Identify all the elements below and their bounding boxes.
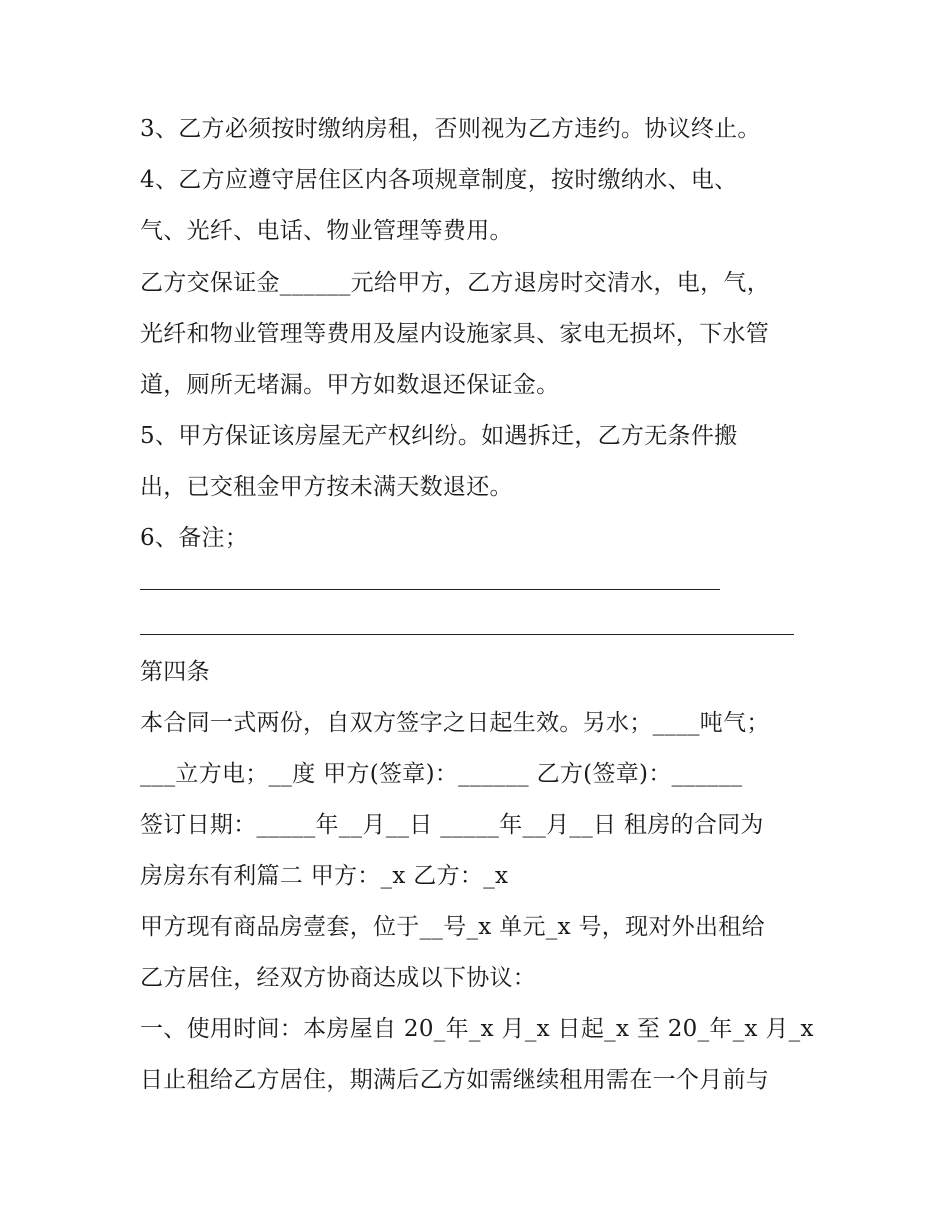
signature-line: ___立方电；__度 甲方(签章)：______ 乙方(签章)：______ — [140, 761, 743, 787]
property-line-1: 甲方现有商品房壹套，位于__号_x 单元_x 号，现对外出租给 — [140, 914, 765, 940]
article-4-heading: 第四条 — [140, 659, 210, 685]
part-2-parties-line: 房房东有利篇二 甲方：_x 乙方：_x — [140, 863, 509, 889]
remarks-blank-line-1 — [140, 589, 720, 590]
deposit-line-3: 道，厕所无堵漏。甲方如数退还保证金。 — [140, 372, 560, 398]
property-line-2: 乙方居住，经双方协商达成以下协议： — [140, 965, 537, 991]
term-line-2: 日止租给乙方居住，期满后乙方如需继续租用需在一个月前与 — [140, 1067, 770, 1093]
article-4-line-1: 本合同一式两份，自双方签字之日起生效。另水；____吨气； — [140, 710, 770, 736]
deposit-line-1: 乙方交保证金______元给甲方，乙方退房时交清水，电，气， — [140, 270, 770, 296]
sign-date-line: 签订日期：_____年__月__日 _____年__月__日 租房的合同为 — [140, 812, 764, 838]
deposit-line-2: 光纤和物业管理等费用及屋内设施家具、家电无损坏，下水管 — [140, 321, 770, 347]
clause-5-line-1: 5、甲方保证该房屋无产权纠纷。如遇拆迁，乙方无条件搬 — [140, 423, 738, 449]
term-line-1: 一、使用时间：本房屋自 20_年_x 月_x 日起_x 至 20_年_x 月_x — [140, 1016, 814, 1042]
clause-5-line-2: 出，已交租金甲方按未满天数退还。 — [140, 474, 513, 500]
clause-4-line-2: 气、光纤、电话、物业管理等费用。 — [140, 218, 513, 244]
clause-4-line-1: 4、乙方应遵守居住区内各项规章制度，按时缴纳水、电、 — [140, 167, 738, 193]
clause-6-remarks: 6、备注； — [140, 525, 249, 551]
remarks-blank-line-2 — [140, 634, 794, 635]
clause-3-line: 3、乙方必须按时缴纳房租，否则视为乙方违约。协议终止。 — [140, 116, 761, 142]
